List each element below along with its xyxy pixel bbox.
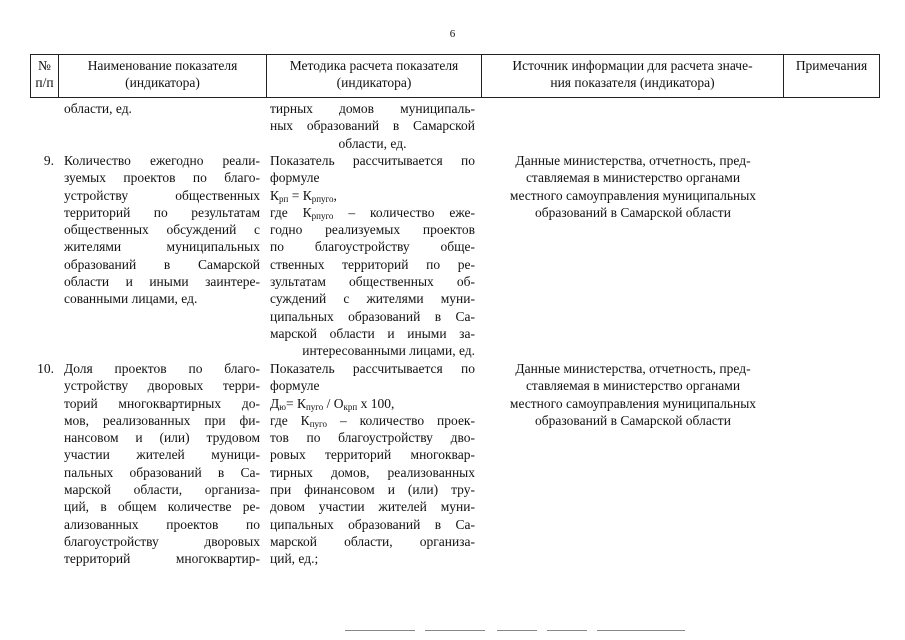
page-number: 6 <box>449 28 456 40</box>
header-num: № п/п <box>31 55 59 98</box>
row-9-name: Количество ежегодно реали- зуемых проектов по благо- устройству общественных территорий по результатам общественных обсуждений с жителями муниципальных образований в Самарской области и иными заинтере- сованными лицами, ед. <box>64 153 260 307</box>
row-10-number: 10. <box>37 361 54 376</box>
row-10-name: Доля проектов по благо- устройству дворовых терри- торий многоквартирных до- мов, реализованных при фи- нансовом и (или) трудовом участии жителей муници- пальных образований в Са- марской области, организа- ций, в общем количестве ре- ализованных проектов по благоустройству дворовых территорий многоквартир- <box>64 361 260 567</box>
footer-dashes <box>345 630 685 631</box>
row-9-source: Данные министерства, отчетность, пред- ставляемая в министерство органами местного самоуправления муниципальных образований в Самарской области <box>509 153 757 220</box>
row-10-formula: $Д_ю= К_{пуго} / О_{крп}$ x 100, <box>270 395 395 412</box>
header-source: Источник информации для расчета значе- ния показателя (индикатора) <box>482 55 784 98</box>
row-9-formula: $К_{рп} = К_{рпуго}$, <box>270 187 337 204</box>
row-10-source: Данные министерства, отчетность, пред- ставляемая в министерство органами местного самоуправления муниципальных образований в Самарской области <box>509 361 757 428</box>
header-method: Методика расчета показателя (индикатора) <box>267 55 482 98</box>
row-0-name: области, ед. <box>64 101 132 116</box>
table-header <box>30 54 880 98</box>
header-note: Примечания <box>784 55 880 98</box>
row-10-method: Показатель рассчитывается по формуле $Д_ю= К_{пуго} / О_{крп}$ x 100, где $К_{пуго}$ – количество проек- тов по благоустройству дво- ровых территорий многоквар- тирных домов, реализованных при финансовом и (или) тру- довом участии жителей муни- ципальных образований в Са- марской области, организа- ций, ед.; <box>270 361 475 567</box>
header-name: Наименование показателя (индикатора) <box>59 55 267 98</box>
row-0-method: тирных домов муниципаль- ных образований в Самарской области, ед. <box>270 101 475 151</box>
row-9-method: Показатель рассчитывается по формуле $К_{рп} = К_{рпуго}$, где $К_{рпуго}$ – количество еже- годно реализуемых проектов по благоустройству обще- ственных территорий по ре- зультатам общественных об- суждений с жителями муни- ципальных образований в Са- марской области и иными за- интересованными лицами, ед. <box>270 153 475 359</box>
row-9-number: 9. <box>43 153 54 168</box>
